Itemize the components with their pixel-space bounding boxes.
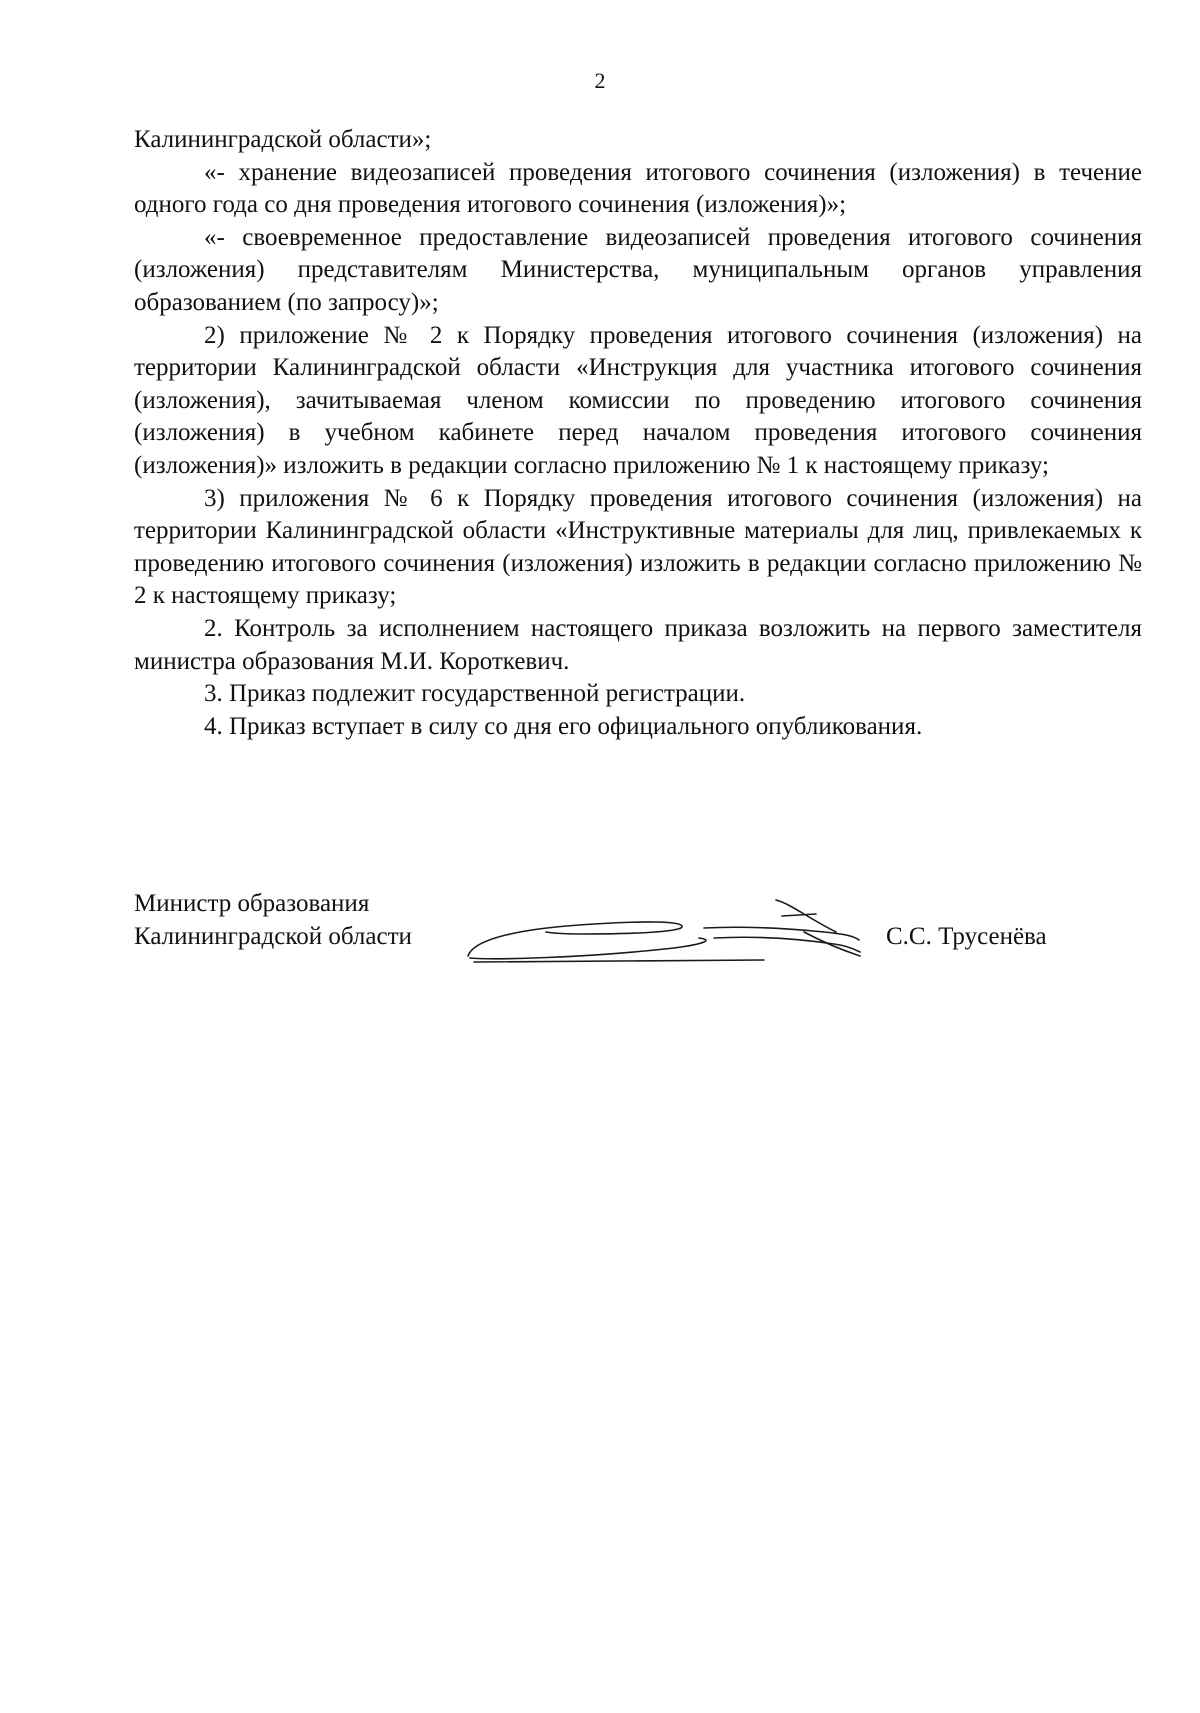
signature-stroke xyxy=(714,937,860,952)
handwritten-signature xyxy=(464,888,894,968)
paragraph: 2. Контроль за исполнением настоящего приказа возложить на первого заместителя министра образования М.И. Короткевич. xyxy=(134,614,1142,675)
paragraph: 3) приложения № 6 к Порядку проведения итогового сочинения (изложения) на территории Калининградской области «Инструктивные материалы для лиц, привлекаемых к проведению итогового сочинения (изложения) изложить в редакции согласно приложению № 2 к настоящему приказу; xyxy=(134,484,1142,610)
signatory-name: С.С. Трусенёва xyxy=(886,922,1047,950)
paragraph: 3. Приказ подлежит государственной регистрации. xyxy=(204,680,746,708)
page-number: 2 xyxy=(594,68,606,93)
paragraph: 2) приложение № 2 к Порядку проведения итогового сочинения (изложения) на территории Калининградской области «Инструкция для участника итогового сочинения (изложения), зачитываемая членом комиссии по проведению итогового сочинения (изложения) в учебном кабинете перед началом проведения итогового сочинения (изложения)» изложить в редакции согласно приложению № 1 к настоящему приказу; xyxy=(134,321,1142,479)
signature-block xyxy=(134,888,1142,968)
signatory-title-line-1: Министр образования xyxy=(134,890,370,917)
paragraph: «- хранение видеозаписей проведения итогового сочинения (изложения) в течение одного года со дня проведения итогового сочинения (изложения)»; xyxy=(134,158,1142,219)
signature-stroke xyxy=(782,914,816,916)
document-body xyxy=(134,124,1142,743)
paragraph: 4. Приказ вступает в силу со дня его официального опубликования. xyxy=(204,712,923,740)
signatory-title-line-2: Калининградской области xyxy=(134,922,412,950)
signature-stroke xyxy=(470,938,706,959)
paragraph: Калининградской области»; xyxy=(134,126,432,153)
signatory-title xyxy=(134,888,412,953)
signature-stroke xyxy=(474,960,764,962)
paragraph: «- своевременное предоставление видеозаписей проведения итогового сочинения (изложения) представителям Министерства, муниципальным органов управления образованием (по запросу)»; xyxy=(134,223,1142,316)
